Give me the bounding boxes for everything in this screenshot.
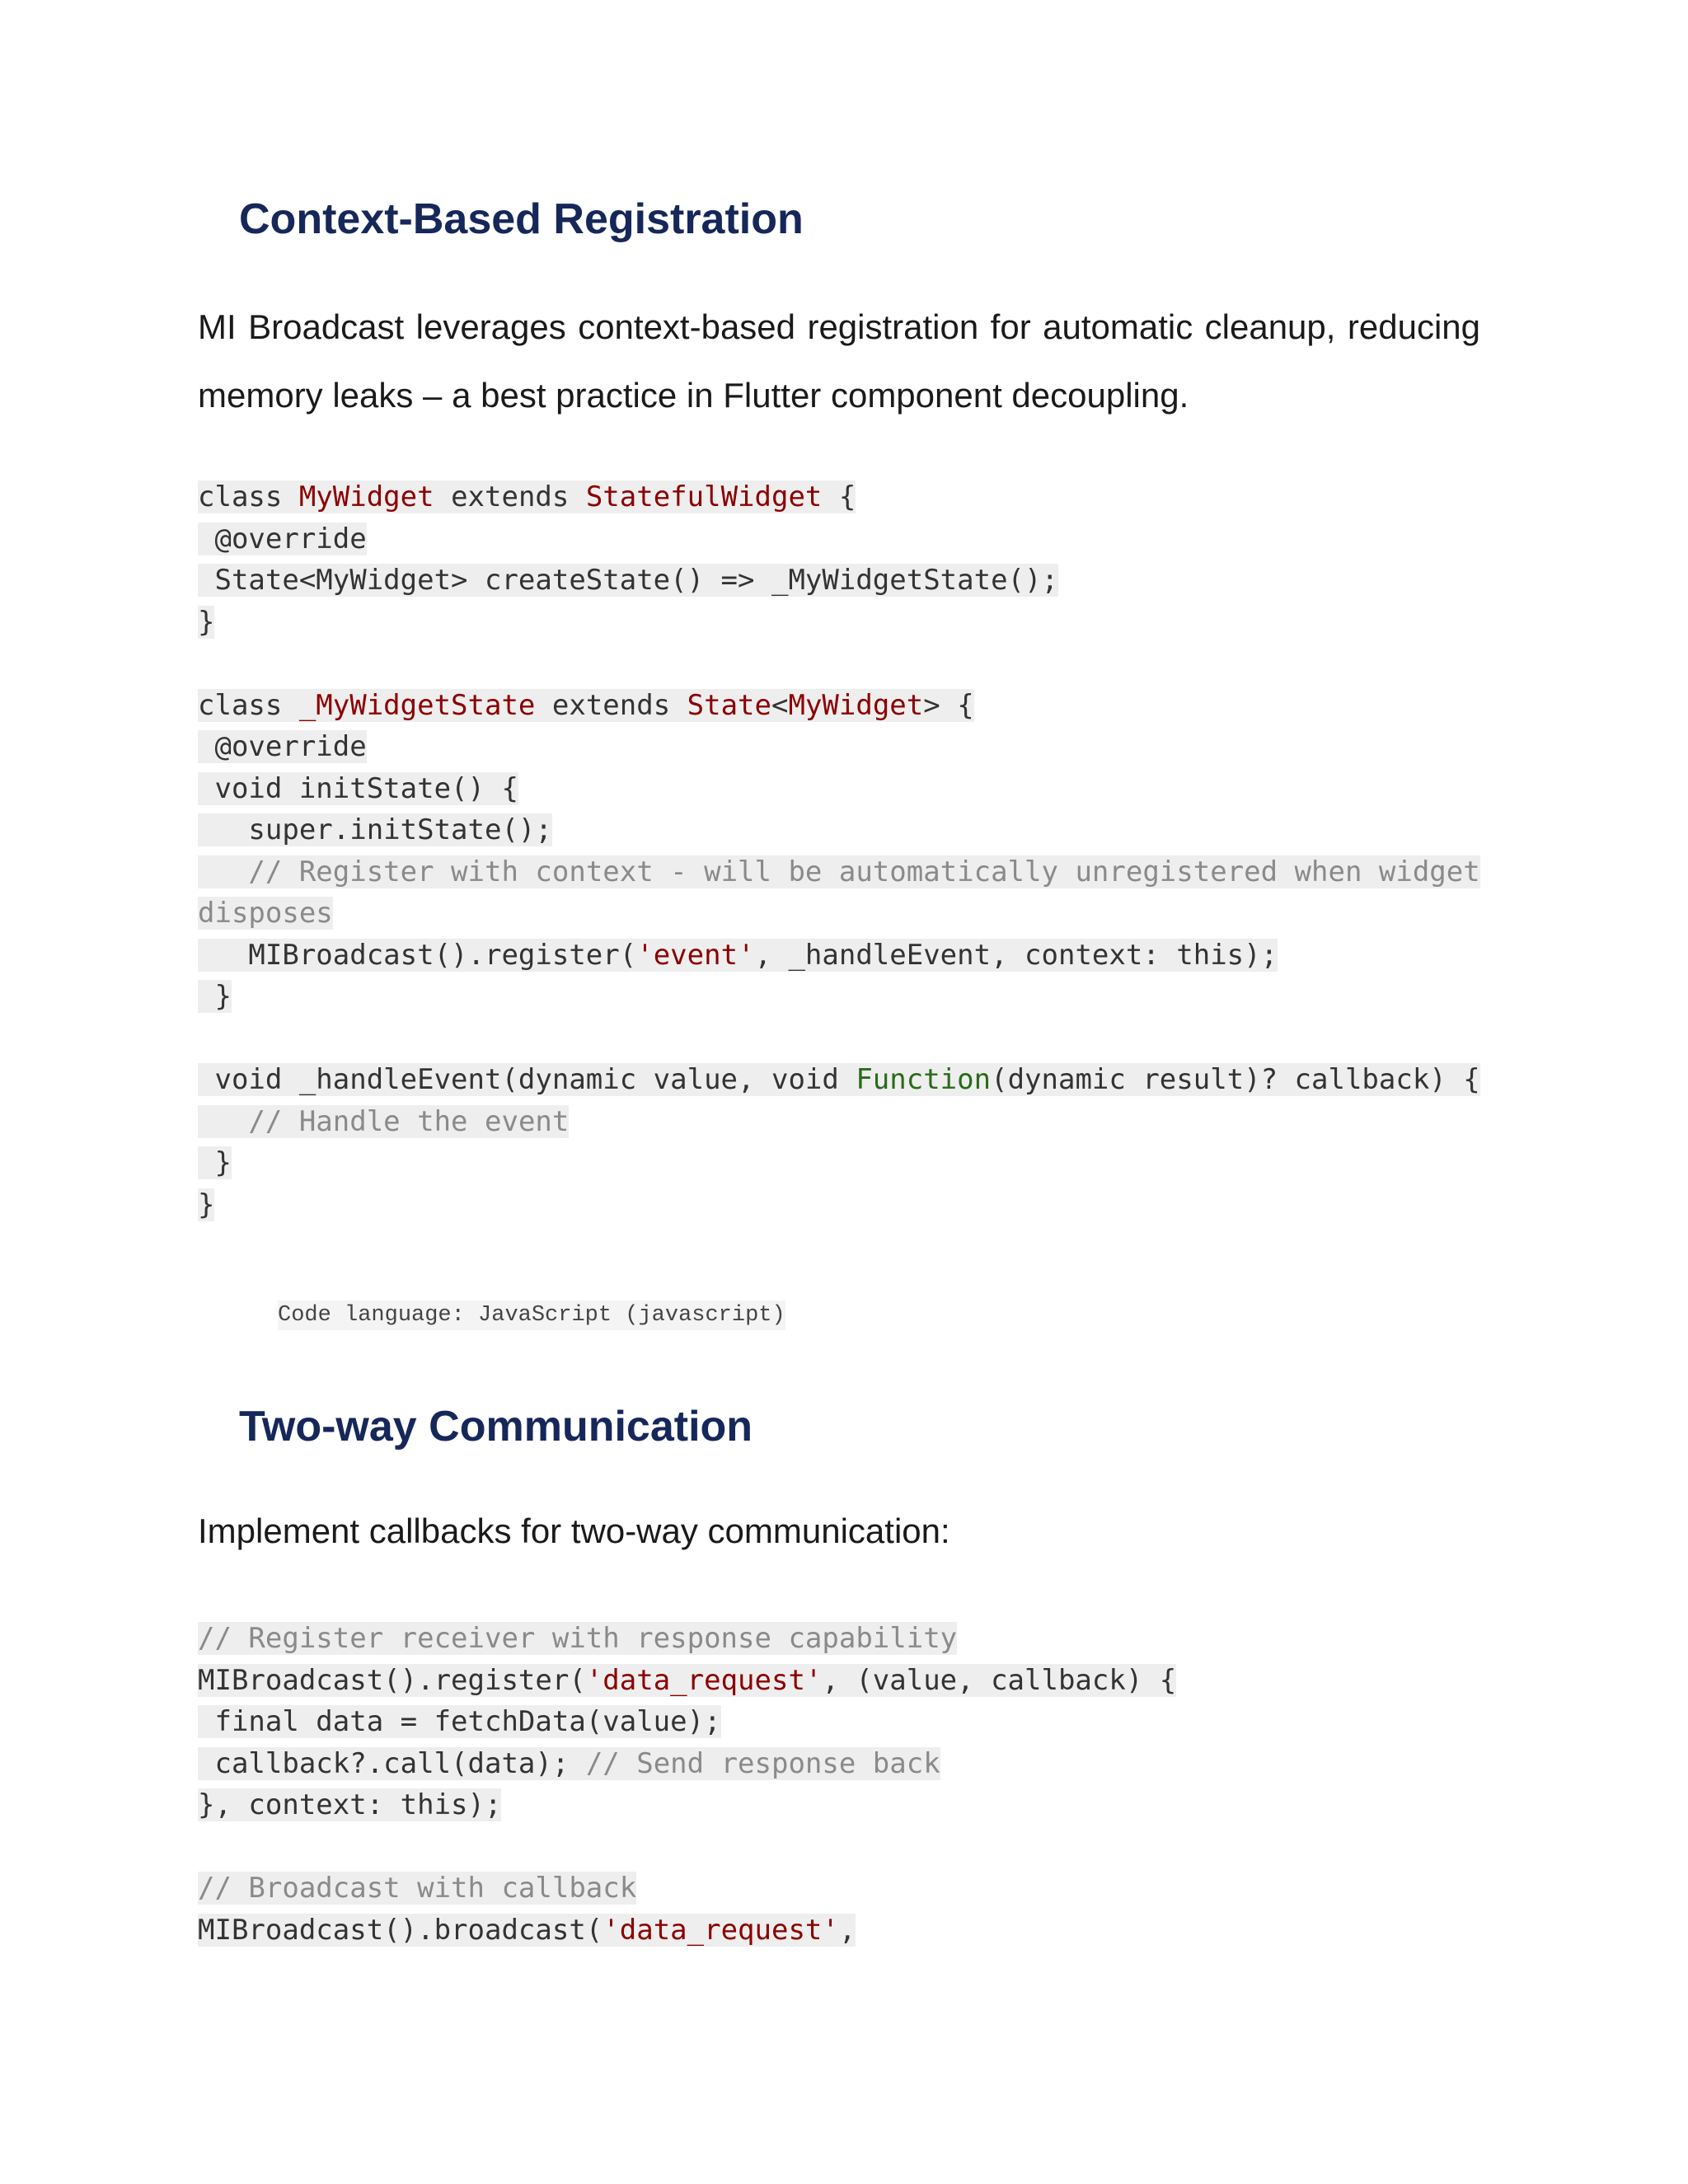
- code-line-text: [198, 1063, 1480, 1096]
- code-line: [198, 1743, 1176, 1785]
- code-token: callback?.call(data);: [198, 1746, 586, 1780]
- code-line-text: [198, 1872, 636, 1905]
- code-token: // Broadcast with callback: [198, 1872, 637, 1905]
- code-token: , (value, callback) {: [822, 1663, 1177, 1697]
- code-line-text: [198, 1664, 1176, 1697]
- code-line: [198, 1910, 1176, 1952]
- code-line: [198, 768, 1480, 810]
- code-token: // Register with context - will be automatically unregistered when widget: [248, 855, 1480, 888]
- code-line: [198, 935, 1480, 977]
- code-token: [198, 1105, 248, 1138]
- code-line: [198, 1868, 1176, 1910]
- code-token: class: [198, 688, 299, 722]
- code-token: _MyWidgetState: [298, 688, 536, 722]
- code-token: , _handleEvent, context: this);: [754, 938, 1278, 972]
- code-token: State: [687, 688, 771, 722]
- code-token: void _handleEvent(dynamic value, void: [198, 1063, 856, 1096]
- code-line: [198, 518, 1480, 560]
- code-line: [198, 560, 1480, 602]
- code-token: MIBroadcast().register(: [198, 938, 637, 972]
- code-token: ,: [838, 1913, 856, 1947]
- code-line: [198, 1784, 1176, 1826]
- code-line: [198, 1618, 1176, 1660]
- code-token: }: [198, 1188, 215, 1221]
- code-token: super.initState();: [198, 813, 552, 846]
- code-line: [198, 1059, 1480, 1101]
- code-token: void initState() {: [198, 771, 518, 805]
- code-token: <: [771, 688, 789, 722]
- code-token: class: [198, 480, 299, 513]
- code-token: 'data_request': [585, 1663, 823, 1697]
- code-line: [198, 1184, 1480, 1226]
- code-block-context-registration: [198, 476, 1480, 1226]
- code-token: extends: [535, 688, 687, 722]
- section-paragraph-context-registration: MI Broadcast leverages context-based registration for automatic cleanup, reducing memory leaks – a best practice in Flutter component decoupling.: [198, 307, 1480, 415]
- code-token: 'data_request': [603, 1913, 839, 1947]
- code-token: Function: [856, 1063, 992, 1096]
- code-token: }, context: this);: [198, 1788, 502, 1821]
- code-line-text: [198, 564, 1058, 597]
- code-line: [198, 1101, 1480, 1143]
- code-line: [198, 726, 1480, 768]
- code-line-text: [198, 1188, 214, 1221]
- code-line-text: [198, 772, 518, 805]
- code-line-text: [198, 1914, 856, 1947]
- code-line-text: [198, 1705, 721, 1738]
- code-line-text: [198, 730, 367, 763]
- code-block-two-way-communication: [198, 1618, 1176, 1951]
- code-line: [198, 476, 1480, 518]
- code-token: [198, 855, 248, 888]
- code-token: MyWidget: [788, 688, 924, 722]
- code-line-text: [198, 813, 552, 846]
- code-line: [198, 1142, 1480, 1184]
- code-line: [198, 1018, 1480, 1060]
- code-token: MyWidget: [298, 480, 434, 513]
- code-line-text: [198, 606, 214, 639]
- code-line: [198, 1701, 1176, 1743]
- code-line: [198, 602, 1480, 644]
- code-token: MIBroadcast().broadcast(: [198, 1913, 603, 1947]
- code-line: [198, 809, 1480, 851]
- code-token: }: [198, 605, 215, 639]
- code-line-text: [198, 480, 856, 513]
- code-token: > {: [923, 688, 974, 722]
- code-token: }: [198, 1146, 232, 1179]
- code-line: [198, 1660, 1176, 1702]
- code-token: // Handle the event: [248, 1104, 570, 1138]
- code-line-text: [198, 1622, 957, 1655]
- code-line: [198, 851, 1480, 893]
- code-token: {: [822, 480, 856, 513]
- code-line: [198, 893, 1480, 935]
- code-line-text: [198, 980, 232, 1013]
- code-line: [198, 643, 1480, 685]
- code-line-text: [198, 855, 1480, 888]
- code-token: StatefulWidget: [585, 480, 823, 513]
- code-line-text: [198, 897, 333, 930]
- code-line: [198, 685, 1480, 727]
- code-token: disposes: [198, 897, 333, 930]
- code-line-text: [198, 1105, 569, 1138]
- code-line-text: [198, 939, 1278, 972]
- code-line-text: [198, 1146, 232, 1179]
- code-token: @override: [198, 522, 367, 555]
- code-token: }: [198, 980, 232, 1013]
- code-token: final data = fetchData(value);: [198, 1705, 721, 1738]
- code-line: [198, 1826, 1176, 1868]
- code-token: // Register receiver with response capability: [198, 1622, 958, 1655]
- code-line-text: [198, 689, 974, 722]
- section-heading-context-registration: Context-Based Registration: [239, 195, 804, 243]
- code-token: @override: [198, 730, 367, 763]
- code-token: State<MyWidget> createState() => _MyWidgetState();: [198, 564, 1058, 597]
- section-paragraph-two-way-communication: Implement callbacks for two-way communication:: [198, 1511, 950, 1550]
- code-token: 'event': [636, 938, 755, 972]
- code-language-caption: Code language: JavaScript (javascript): [278, 1301, 785, 1330]
- code-line: [198, 976, 1480, 1018]
- code-line-text: [198, 523, 367, 555]
- code-line-text: [198, 1788, 501, 1821]
- code-line-text: [198, 1747, 940, 1780]
- section-heading-two-way-communication: Two-way Communication: [239, 1403, 753, 1451]
- code-token: (dynamic result)? callback) {: [991, 1063, 1480, 1096]
- code-token: // Send response back: [585, 1746, 940, 1780]
- code-token: extends: [434, 480, 586, 513]
- code-token: MIBroadcast().register(: [198, 1663, 586, 1697]
